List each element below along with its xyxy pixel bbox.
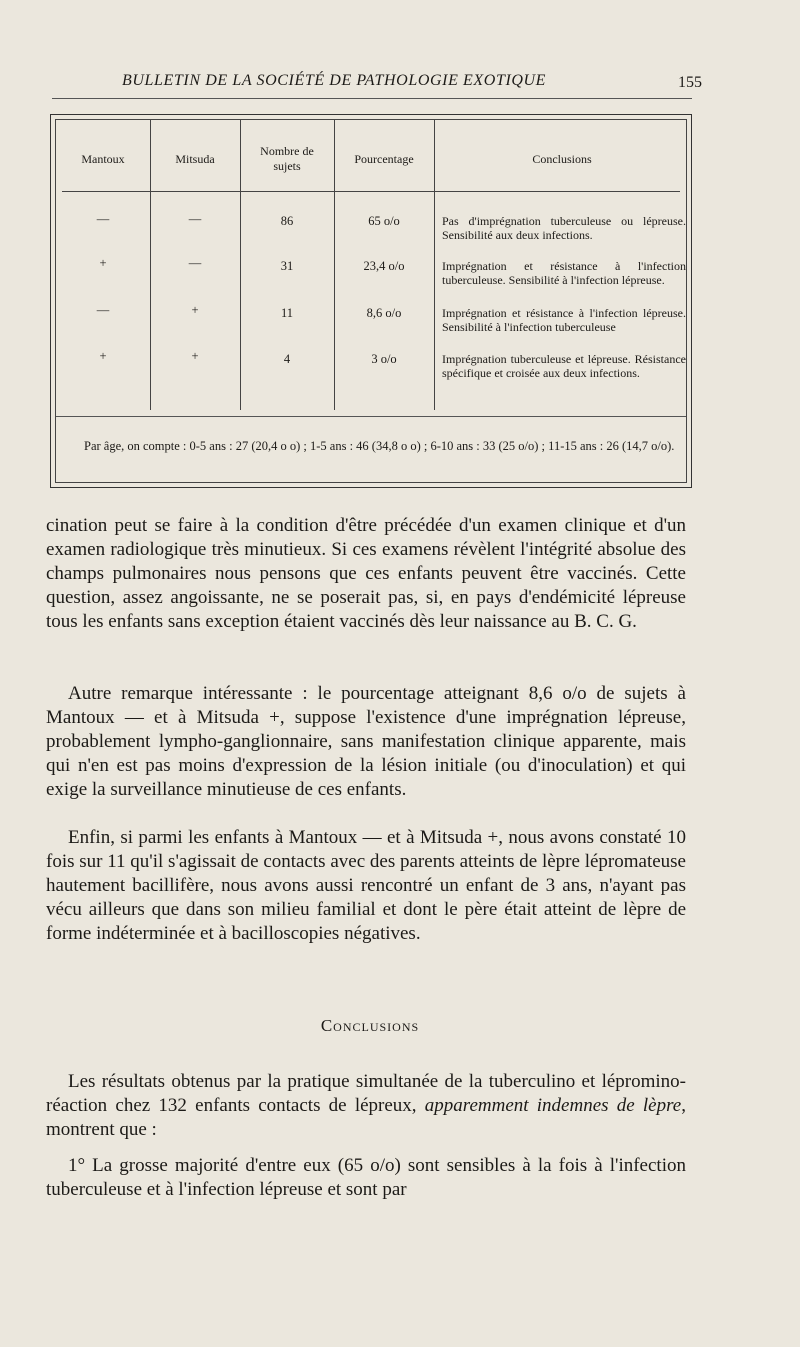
row2-conclusion: Imprégnation et résistance à l'infection tuberculeuse. Sensibilité à l'infection lépreuse. (442, 259, 686, 287)
row3-mitsuda: + (191, 303, 199, 317)
paragraph-enfin: Enfin, si parmi les enfants à Mantoux — et à Mitsuda +, nous avons constaté 10 fois sur 11 qu'il s'agissait de contacts avec des parents atteints de lèpre lépromateuse hautement bacillifère, nous avons aussi rencontré un enfant de 3 ans, n'ayant pas vécu ailleurs que dans son milieu familial et dont le père était atteint de lèpre de forme indéterminée et à bacilloscopies négatives. (46, 827, 686, 944)
header-pourcentage: Pourcentage (354, 152, 414, 166)
row2-mitsuda: — (188, 256, 202, 270)
paragraph-resultats (46, 1070, 686, 1142)
page-number: 155 (678, 74, 702, 91)
row4-mantoux: + (99, 349, 107, 363)
header-conclusions: Conclusions (532, 152, 592, 166)
footnote-rule (56, 416, 686, 417)
row4-pourcentage: 3 o/o (371, 352, 397, 366)
table-footnote: Par âge, on compte : 0-5 ans : 27 (20,4 o o) ; 1-5 ans : 46 (34,8 o o) ; 6-10 ans : 33 (25 o/o) ; 11-15 ans : 26 (14,7 o/o). (84, 439, 675, 453)
section-title-conclusions: Conclusions (320, 1016, 420, 1035)
header-mitsuda: Mitsuda (175, 152, 215, 166)
running-header (52, 72, 702, 99)
journal-title: BULLETIN DE LA SOCIÉTÉ DE PATHOLOGIE EXOTIQUE (122, 72, 547, 89)
row1-mitsuda: — (188, 212, 202, 226)
header-mantoux: Mantoux (81, 152, 125, 166)
table-inner-border (55, 119, 687, 483)
row1-nombre: 86 (280, 214, 294, 228)
row2-pourcentage: 23,4 o/o (363, 259, 405, 273)
paragraph-vaccination: cination peut se faire à la condition d'être précédée d'un examen clinique et d'un examen radiologique très minutieux. Si ces examens révèlent l'intégrité absolue des champs pulmonaires nous pensons que ces enfants peuvent être vaccinés. Cette question, assez angoissante, ne se poserait pas, si, en pays d'endémicité lépreuse tous les enfants sans exception étaient vaccinés dès leur naissance au B. C. G. (46, 515, 686, 632)
resultats-emphasis: apparemment indemnes de lèpre (424, 1095, 682, 1116)
row4-nombre: 4 (283, 352, 291, 366)
results-table (50, 114, 692, 488)
header-rule (62, 191, 680, 192)
paragraph-remarque: Autre remarque intéressante : le pourcentage atteignant 8,6 o/o de sujets à Mantoux — et à Mitsuda +, suppose l'existence d'une imprégnation lépreuse, probablement lympho-ganglionnaire, sans manifestation clinique apparente, mais qui n'en est pas moins d'expression de la lésion initiale (ou d'inoculation) et qui exige la surveillance minutieuse de ces enfants. (46, 683, 686, 800)
resultats-text-end: , montrent que : (46, 1095, 686, 1140)
row4-conclusion: Imprégnation tuberculeuse et lépreuse. Résistance spécifique et croisée aux deux infections. (442, 352, 686, 380)
row2-mantoux: + (99, 256, 107, 270)
row1-mantoux: — (96, 212, 110, 226)
row1-pourcentage: 65 o/o (368, 214, 400, 228)
row1-conclusion: Pas d'imprégnation tuberculeuse ou lépreuse. Sensibilité aux deux infections. (442, 214, 686, 242)
paragraph-point-1: 1° La grosse majorité d'entre eux (65 o/o) sont sensibles à la fois à l'infection tuberculeuse et à l'infection lépreuse et sont par (46, 1155, 686, 1200)
row3-conclusion: Imprégnation et résistance à l'infection lépreuse. Sensibilité à l'infection tuberculeuse (442, 306, 686, 334)
header-nombre: Nombre de sujets (260, 144, 314, 173)
row4-mitsuda: + (191, 349, 199, 363)
row3-mantoux: — (96, 303, 110, 317)
resultats-text-start: Les résultats obtenus par la pratique simultanée de la tuberculino et lépromino-réaction chez 132 enfants contacts de lépreux, (46, 1071, 686, 1116)
row3-pourcentage: 8,6 o/o (366, 306, 402, 320)
row3-nombre: 11 (280, 306, 294, 320)
row2-nombre: 31 (280, 259, 294, 273)
